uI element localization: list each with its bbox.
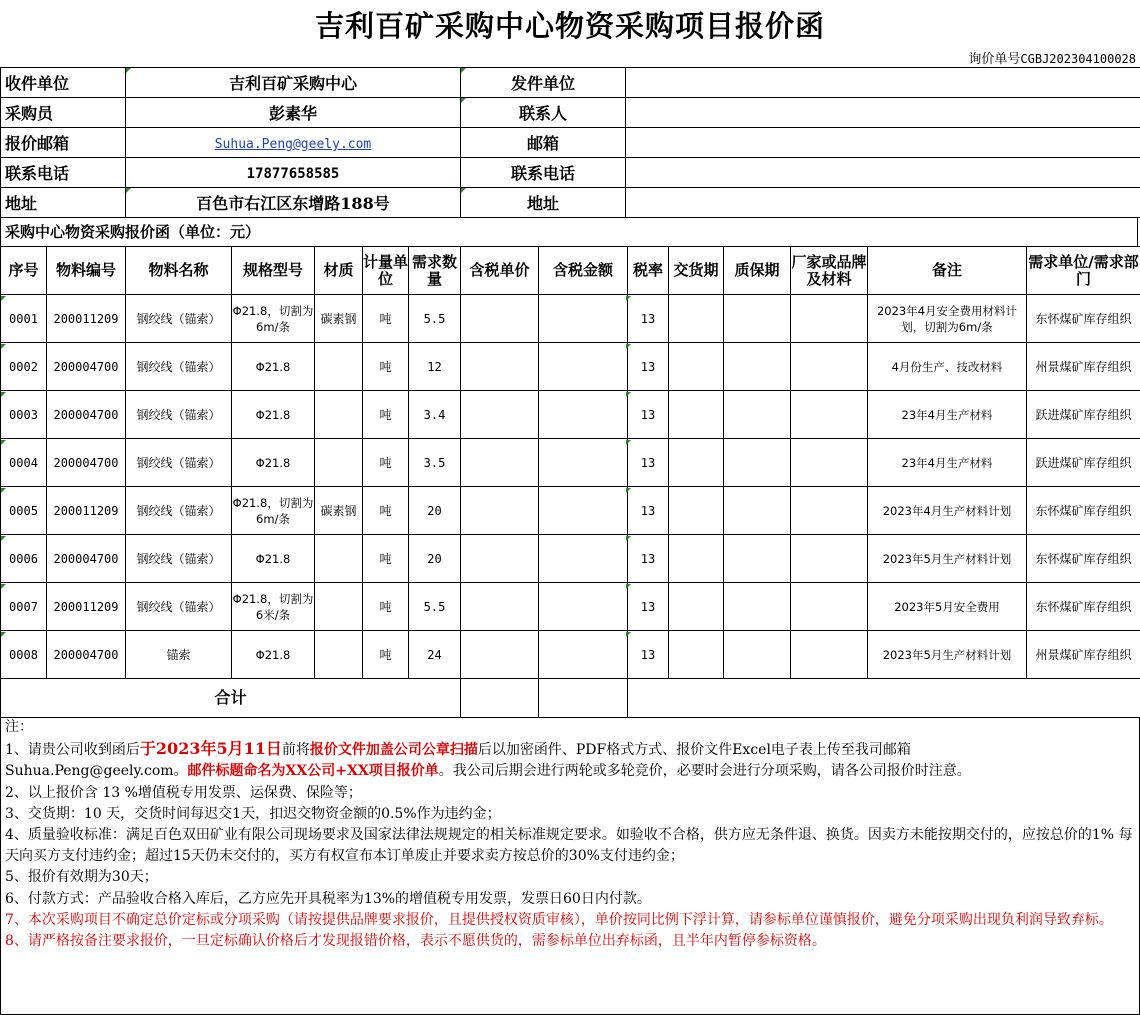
notes-head: 注： [5,719,33,735]
inquiry-number [968,48,1136,67]
table-row [1,631,1140,679]
note-3: 3、交货期：10 天，交货时间每迟交1天，扣迟交物资金额的0.5%作为违约金； [5,805,501,822]
tax-rate: 13 [628,439,669,487]
note-7: 7、本次采购项目不确定总价定标或分项采购（请按提供品牌要求报价，且提供授权资质审核），单价按同比例下浮计算，请参标单位谨慎报价，避免分项采购出现负利润导致弃标。 [5,911,1113,928]
email-field[interactable] [626,128,1140,158]
quantity: 20 [409,487,461,535]
delivery-cell[interactable] [669,343,724,391]
sender-unit-field[interactable] [626,68,1140,98]
row-no: 0003 [1,391,47,439]
spec: Φ21.8 [232,391,315,439]
material [315,439,363,487]
cell-marker [1,296,6,301]
dept: 东怀煤矿库存组织 [1027,583,1140,631]
header-value [126,188,461,218]
quantity: 5.5 [409,295,461,343]
cell-marker [626,584,631,589]
header-row [1,98,1140,128]
quantity: 12 [409,343,461,391]
cell-marker [1,440,6,445]
warranty-cell[interactable] [724,295,791,343]
header-table [0,67,1140,218]
tax-rate: 13 [628,487,669,535]
quote-table [0,246,1140,718]
unit-price-cell[interactable] [461,391,539,439]
note-4: 4、质量验收标准：满足百色双田矿业有限公司现场要求及国家法律法规规定的相关标准规定要求。如验收不合格，供方应无条件退、换货。因卖方未能按期交付的，应按总价的1% 每天向买方支付违约金；超过15天仍未交付的，买方有权宣布本订单废止并要求卖方按总价的30%支付违约金； [5,827,1133,865]
material-name: 钢绞线（锚索） [126,439,232,487]
total-blank [628,679,1140,718]
unit-price-cell[interactable] [461,631,539,679]
delivery-cell[interactable] [669,535,724,583]
note-5: 5、报价有效期为30天； [5,869,158,886]
material-name: 钢绞线（锚索） [126,343,232,391]
remark: 23年4月生产材料 [868,439,1027,487]
tax-rate: 13 [628,343,669,391]
table-row [1,391,1140,439]
amount-cell[interactable] [539,487,628,535]
buyer-name: 彭素华 [268,104,317,123]
column-header: 规格型号 [232,247,315,295]
warranty-cell[interactable] [724,487,791,535]
header-row [1,68,1140,98]
brand-cell[interactable] [791,631,868,679]
cell-marker [461,188,466,193]
quantity: 24 [409,631,461,679]
brand-cell[interactable] [791,439,868,487]
cell-marker [1,488,6,493]
unit: 吨 [363,631,409,679]
remark: 2023年4月生产材料计划 [868,487,1027,535]
amount-cell[interactable] [539,439,628,487]
amount-cell[interactable] [539,391,628,439]
section-title: 采购中心物资采购报价函（单位：元） [0,217,1138,246]
spec: Φ21.8 [232,631,315,679]
unit: 吨 [363,391,409,439]
address-value: 百色市右江区东增路188号 [196,194,390,213]
note-highlight: 报价文件加盖公司公章扫描 [309,742,478,759]
dept: 东怀煤矿库存组织 [1027,295,1140,343]
row-no: 0008 [1,631,47,679]
column-header: 物料编号 [47,247,126,295]
dept: 跃进煤矿库存组织 [1027,439,1140,487]
note-1 [5,738,1135,782]
delivery-cell[interactable] [669,391,724,439]
header-value [126,158,461,188]
warranty-cell[interactable] [724,631,791,679]
brand-cell[interactable] [791,487,868,535]
note-text: 。我公司后期会进行两轮或多轮竞价，必要时会进行分项采购，请各公司报价时注意。 [438,763,971,780]
phone-field[interactable] [626,158,1140,188]
material: 碳素钢 [315,295,363,343]
tax-rate: 13 [628,295,669,343]
phone-number: 17877658585 [246,166,340,182]
material-name: 钢绞线（锚索） [126,487,232,535]
unit-price-cell[interactable] [461,343,539,391]
column-header: 需求数量 [409,247,461,295]
note-email: Suhua.Peng@geely.com。 [5,763,188,780]
row-no: 0004 [1,439,47,487]
material-name: 钢绞线（锚索） [126,391,232,439]
table-row [1,439,1140,487]
cell-marker [626,344,631,349]
table-row [1,583,1140,631]
material-name: 钢绞线（锚索） [126,295,232,343]
column-header: 含税单价 [461,247,539,295]
total-unit-price-cell[interactable] [461,679,539,718]
header-label: 联系电话 [461,158,626,188]
inquiry-label: 询价单号 [968,52,1021,67]
cell-marker [626,392,631,397]
column-header: 计量单位 [363,247,409,295]
header-label: 报价邮箱 [1,128,126,158]
header-row [1,188,1140,218]
material-name: 锚索 [126,631,232,679]
quantity: 20 [409,535,461,583]
remark: 2023年5月生产材料计划 [868,631,1027,679]
brand-cell[interactable] [791,391,868,439]
note-text: 1、请贵公司收到函后 [5,742,140,759]
dept: 东怀煤矿库存组织 [1027,535,1140,583]
remark: 2023年4月安全费用材料计划，切割为6m/条 [868,295,1027,343]
delivery-cell[interactable] [669,487,724,535]
note-6: 6、付款方式：产品验收合格入库后，乙方应先开具税率为13%的增值税专用发票，发票日60日内付款。 [5,890,651,907]
column-header: 备注 [868,247,1027,295]
remark: 23年4月生产材料 [868,391,1027,439]
material-code: 200011209 [47,487,126,535]
note-highlight: 于2023年5月11日 [139,739,282,759]
row-no: 0005 [1,487,47,535]
unit: 吨 [363,583,409,631]
header-value [126,68,461,98]
row-no: 0007 [1,583,47,631]
cell-marker [461,68,466,73]
row-no: 0006 [1,535,47,583]
material-code: 200004700 [47,391,126,439]
unit: 吨 [363,535,409,583]
material-code: 200011209 [47,583,126,631]
material [315,391,363,439]
material [315,343,363,391]
unit: 吨 [363,295,409,343]
note-highlight: 邮件标题命名为XX公司+XX项目报价单 [187,763,439,780]
remark: 4月份生产、技改材料 [868,343,1027,391]
column-header: 税率 [628,247,669,295]
delivery-cell[interactable] [669,583,724,631]
amount-cell[interactable] [539,583,628,631]
spec: Φ21.8 [232,535,315,583]
tax-rate: 13 [628,535,669,583]
note-8: 8、请严格按备注要求报价，一旦定标确认价格后才发现报错价格，表示不愿供货的，需参标单位出弃标函，且半年内暂停参标资格。 [5,933,826,950]
table-header-row [1,247,1140,295]
amount-cell[interactable] [539,535,628,583]
brand-cell[interactable] [791,583,868,631]
material [315,583,363,631]
unit-price-cell[interactable] [461,583,539,631]
cell-marker [626,440,631,445]
header-value [126,98,461,128]
column-header: 材质 [315,247,363,295]
dept: 州景煤矿库存组织 [1027,343,1140,391]
page-title: 吉利百矿采购中心物资采购项目报价函 [314,9,825,43]
contact-field[interactable] [626,98,1140,128]
header-label: 联系人 [461,98,626,128]
table-row [1,343,1140,391]
cell-marker [126,188,131,193]
warranty-cell[interactable] [724,535,791,583]
table-row [1,487,1140,535]
amount-cell[interactable] [539,631,628,679]
unit: 吨 [363,487,409,535]
row-no: 0002 [1,343,47,391]
material [315,631,363,679]
cell-marker [126,68,131,73]
cell-marker [461,98,466,103]
cell-marker [1,392,6,397]
cell-marker [1,536,6,541]
header-label: 地址 [461,188,626,218]
material: 碳素钢 [315,487,363,535]
cell-marker [626,632,631,637]
table-row [1,535,1140,583]
header-label: 邮箱 [461,128,626,158]
cell-marker [626,488,631,493]
header-value [126,128,461,158]
dept: 东怀煤矿库存组织 [1027,487,1140,535]
tax-rate: 13 [628,391,669,439]
amount-cell[interactable] [539,295,628,343]
material-code: 200004700 [47,439,126,487]
cell-marker [1,584,6,589]
unit: 吨 [363,439,409,487]
cell-marker [1,344,6,349]
quantity: 3.5 [409,439,461,487]
material-code: 200004700 [47,631,126,679]
total-row [1,679,1140,718]
cell-marker [1,632,6,637]
warranty-cell[interactable] [724,583,791,631]
spec: Φ21.8 [232,343,315,391]
material-name: 钢绞线（锚索） [126,583,232,631]
header-label: 采购员 [1,98,126,128]
header-row [1,158,1140,188]
brand-cell[interactable] [791,343,868,391]
brand-cell[interactable] [791,295,868,343]
delivery-cell[interactable] [669,631,724,679]
dept: 跃进煤矿库存组织 [1027,391,1140,439]
note-text: 前将 [281,742,310,759]
material [315,535,363,583]
warranty-cell[interactable] [724,343,791,391]
remark: 2023年5月安全费用 [868,583,1027,631]
column-header: 质保期 [724,247,791,295]
total-label: 合计 [1,679,461,718]
note-2: 2、以上报价含 13 %增值税专用发票、运保费、保险等； [5,784,362,801]
warranty-cell[interactable] [724,391,791,439]
brand-cell[interactable] [791,535,868,583]
spec: Φ21.8 [232,439,315,487]
inquiry-value: CGBJ202304100028 [1020,52,1136,66]
table-row [1,295,1140,343]
material-code: 200011209 [47,295,126,343]
spec: Φ21.8，切割为6m/条 [232,295,315,343]
header-label: 地址 [1,188,126,218]
spec: Φ21.8，切割为6m/条 [232,487,315,535]
notes-section [0,717,1140,1015]
row-no: 0001 [1,295,47,343]
cell-marker [626,296,631,301]
address-field[interactable] [626,188,1140,218]
unit-price-cell[interactable] [461,535,539,583]
header-row [1,128,1140,158]
material-name: 钢绞线（锚索） [126,535,232,583]
column-header: 需求单位/需求部门 [1027,247,1140,295]
unit-price-cell[interactable] [461,295,539,343]
material-code: 200004700 [47,343,126,391]
quantity: 3.4 [409,391,461,439]
amount-cell[interactable] [539,343,628,391]
material-code: 200004700 [47,535,126,583]
dept: 州景煤矿库存组织 [1027,631,1140,679]
tax-rate: 13 [628,631,669,679]
header-label: 联系电话 [1,158,126,188]
column-header: 厂家或品牌及材料 [791,247,868,295]
recipient-unit: 吉利百矿采购中心 [228,74,357,93]
delivery-cell[interactable] [669,295,724,343]
column-header: 序号 [1,247,47,295]
header-label: 发件单位 [461,68,626,98]
quantity: 5.5 [409,583,461,631]
remark: 2023年5月生产材料计划 [868,535,1027,583]
spec: Φ21.8，切割为6米/条 [232,583,315,631]
total-amount-cell[interactable] [539,679,628,718]
column-header: 物料名称 [126,247,232,295]
warranty-cell[interactable] [724,439,791,487]
tax-rate: 13 [628,583,669,631]
column-header: 交货期 [669,247,724,295]
column-header: 含税金额 [539,247,628,295]
unit-price-cell[interactable] [461,487,539,535]
quote-email-link[interactable]: Suhua.Peng@geely.com [214,137,372,152]
header-label: 收件单位 [1,68,126,98]
unit: 吨 [363,343,409,391]
cell-marker [626,536,631,541]
delivery-cell[interactable] [669,439,724,487]
unit-price-cell[interactable] [461,439,539,487]
note-text: 后以加密函件、PDF格式方式、报价文件Excel电子表上传至我司邮箱 [477,742,911,759]
